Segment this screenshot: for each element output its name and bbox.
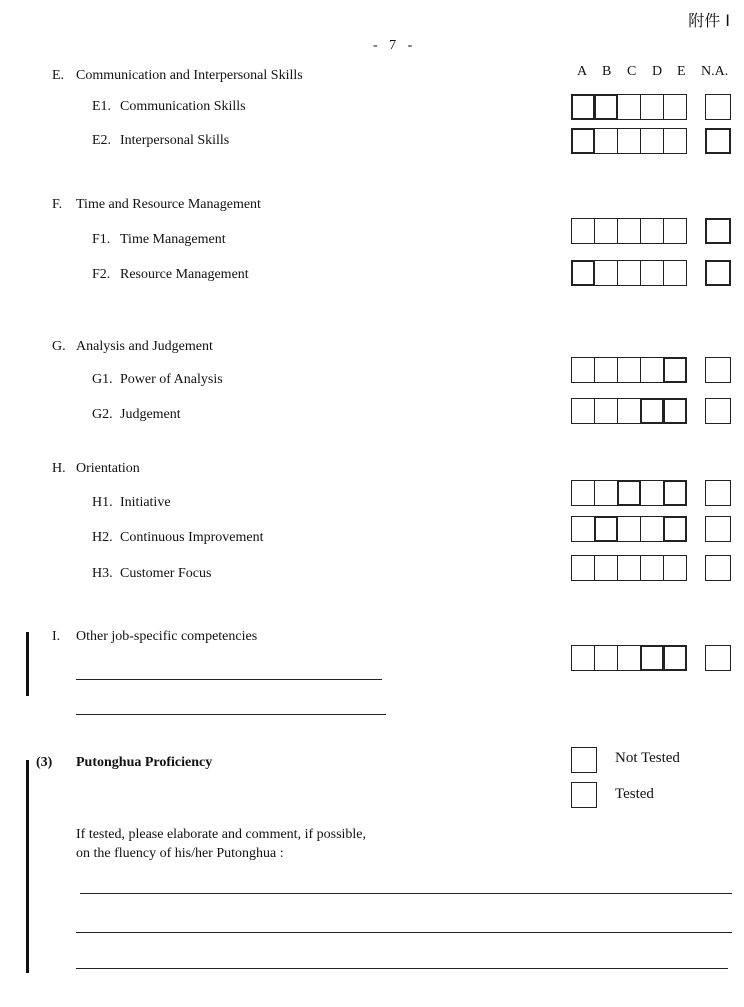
item-h3-code: H3. <box>92 566 113 581</box>
rating-box-d[interactable] <box>640 645 664 671</box>
rating-box-na[interactable] <box>705 218 731 244</box>
rating-box-c[interactable] <box>617 516 641 542</box>
rating-box-a[interactable] <box>571 260 595 286</box>
section-e-title: Communication and Interpersonal Skills <box>76 68 303 83</box>
rating-box-b[interactable] <box>594 645 618 671</box>
not-tested-checkbox[interactable] <box>571 747 597 773</box>
item-g2-label: Judgement <box>120 407 181 422</box>
rating-boxes-e1 <box>571 94 687 120</box>
item-e2-label: Interpersonal Skills <box>120 133 230 148</box>
rating-box-a[interactable] <box>571 516 595 542</box>
rating-box-d[interactable] <box>640 357 664 383</box>
rating-box-c[interactable] <box>617 218 641 244</box>
rating-box-c[interactable] <box>617 645 641 671</box>
section-e-letter: E. <box>52 68 65 83</box>
rating-box-na[interactable] <box>705 398 731 424</box>
rating-box-a[interactable] <box>571 555 595 581</box>
rating-box-c[interactable] <box>617 480 641 506</box>
rating-box-na[interactable] <box>705 128 731 154</box>
rating-box-d[interactable] <box>640 480 664 506</box>
not-tested-label: Not Tested <box>615 750 680 766</box>
item-h1-code: H1. <box>92 495 113 510</box>
putonghua-section-number: (3) <box>36 755 53 770</box>
answer-line[interactable] <box>76 714 386 715</box>
revision-bar <box>26 632 29 696</box>
rating-box-d[interactable] <box>640 128 664 154</box>
rating-box-a[interactable] <box>571 480 595 506</box>
rating-box-c[interactable] <box>617 555 641 581</box>
putonghua-prompt-line-2: on the fluency of his/her Putonghua : <box>76 846 284 861</box>
rating-boxes-i <box>571 645 687 671</box>
item-g2-code: G2. <box>92 407 113 422</box>
rating-box-e[interactable] <box>663 398 687 424</box>
putonghua-prompt-line-1: If tested, please elaborate and comment, if possible, <box>76 827 367 842</box>
rating-box-na[interactable] <box>705 260 731 286</box>
item-g1-code: G1. <box>92 372 113 387</box>
rating-box-b[interactable] <box>594 94 618 120</box>
section-i-letter: I. <box>52 629 61 644</box>
section-f-title: Time and Resource Management <box>76 197 261 212</box>
section-h-letter: H. <box>52 461 66 476</box>
rating-box-b[interactable] <box>594 398 618 424</box>
column-header-b: B <box>602 64 612 79</box>
rating-box-e[interactable] <box>663 94 687 120</box>
column-header-na: N.A. <box>701 64 729 79</box>
rating-box-a[interactable] <box>571 218 595 244</box>
rating-box-na[interactable] <box>705 357 731 383</box>
revision-bar <box>26 760 29 973</box>
rating-box-c[interactable] <box>617 94 641 120</box>
rating-box-na[interactable] <box>705 480 731 506</box>
item-e1-code: E1. <box>92 99 112 114</box>
comment-line[interactable] <box>76 932 732 933</box>
rating-box-c[interactable] <box>617 398 641 424</box>
tested-checkbox[interactable] <box>571 782 597 808</box>
rating-box-b[interactable] <box>594 555 618 581</box>
page-number: - 7 - <box>373 38 417 53</box>
rating-box-a[interactable] <box>571 94 595 120</box>
rating-box-e[interactable] <box>663 516 687 542</box>
rating-box-a[interactable] <box>571 645 595 671</box>
section-g-letter: G. <box>52 339 66 354</box>
rating-box-d[interactable] <box>640 555 664 581</box>
rating-box-na[interactable] <box>705 516 731 542</box>
section-f-letter: F. <box>52 197 63 212</box>
column-header-c: C <box>627 64 637 79</box>
rating-box-e[interactable] <box>663 218 687 244</box>
item-f1-code: F1. <box>92 232 111 247</box>
rating-box-a[interactable] <box>571 398 595 424</box>
rating-box-a[interactable] <box>571 128 595 154</box>
rating-box-c[interactable] <box>617 128 641 154</box>
rating-box-d[interactable] <box>640 94 664 120</box>
rating-box-c[interactable] <box>617 357 641 383</box>
rating-boxes-h3 <box>571 555 687 581</box>
rating-box-na[interactable] <box>705 94 731 120</box>
item-h3-label: Customer Focus <box>120 566 212 581</box>
rating-box-b[interactable] <box>594 260 618 286</box>
comment-line[interactable] <box>80 893 732 894</box>
rating-box-e[interactable] <box>663 480 687 506</box>
item-e2-code: E2. <box>92 133 112 148</box>
rating-box-b[interactable] <box>594 128 618 154</box>
answer-line[interactable] <box>76 679 382 680</box>
section-h-title: Orientation <box>76 461 140 476</box>
rating-box-d[interactable] <box>640 516 664 542</box>
rating-boxes-g2 <box>571 398 687 424</box>
rating-box-e[interactable] <box>663 128 687 154</box>
rating-boxes-f1 <box>571 218 687 244</box>
rating-box-c[interactable] <box>617 260 641 286</box>
item-e1-label: Communication Skills <box>120 99 246 114</box>
rating-box-e[interactable] <box>663 645 687 671</box>
rating-box-na[interactable] <box>705 645 731 671</box>
annex-label: 附件 I <box>688 11 730 30</box>
rating-box-b[interactable] <box>594 357 618 383</box>
rating-boxes-g1 <box>571 357 687 383</box>
column-header-d: D <box>652 64 663 79</box>
rating-boxes-h2 <box>571 516 687 542</box>
putonghua-section-title: Putonghua Proficiency <box>76 755 213 770</box>
rating-box-b[interactable] <box>594 516 618 542</box>
rating-boxes-h1 <box>571 480 687 506</box>
rating-box-a[interactable] <box>571 357 595 383</box>
section-g-title: Analysis and Judgement <box>76 339 213 354</box>
item-f2-code: F2. <box>92 267 111 282</box>
rating-box-d[interactable] <box>640 398 664 424</box>
rating-boxes-e2 <box>571 128 687 154</box>
column-header-e: E <box>677 64 686 79</box>
rating-box-e[interactable] <box>663 555 687 581</box>
rating-boxes-f2 <box>571 260 687 286</box>
rating-box-d[interactable] <box>640 260 664 286</box>
rating-box-e[interactable] <box>663 260 687 286</box>
rating-box-b[interactable] <box>594 218 618 244</box>
rating-box-e[interactable] <box>663 357 687 383</box>
item-f1-label: Time Management <box>120 232 226 247</box>
item-g1-label: Power of Analysis <box>120 372 223 387</box>
item-f2-label: Resource Management <box>120 267 249 282</box>
section-i-title: Other job-specific competencies <box>76 629 258 644</box>
item-h2-label: Continuous Improvement <box>120 530 264 545</box>
item-h2-code: H2. <box>92 530 113 545</box>
rating-box-b[interactable] <box>594 480 618 506</box>
rating-box-na[interactable] <box>705 555 731 581</box>
item-h1-label: Initiative <box>120 495 171 510</box>
column-header-a: A <box>577 64 588 79</box>
tested-label: Tested <box>615 786 654 802</box>
comment-line[interactable] <box>76 968 728 969</box>
rating-box-d[interactable] <box>640 218 664 244</box>
